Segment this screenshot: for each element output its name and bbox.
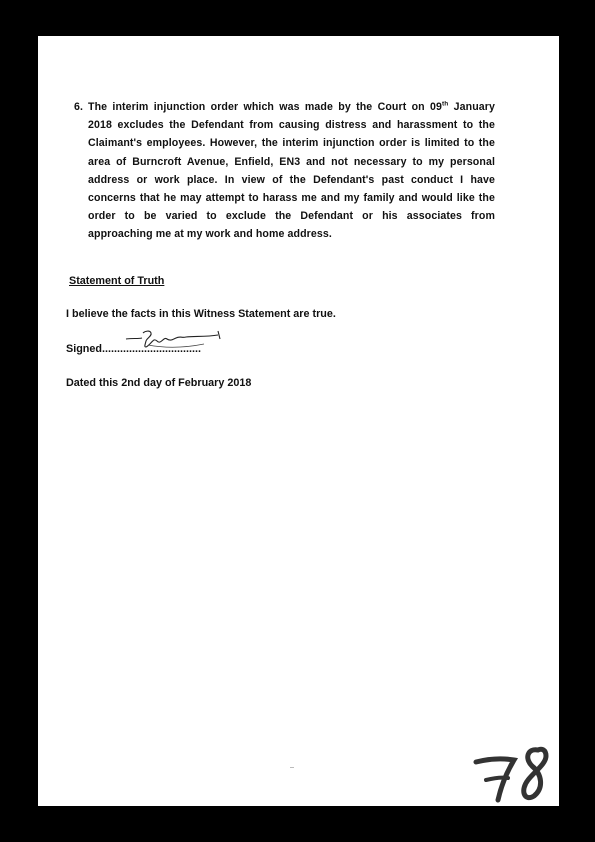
signature-line: Signed................................. [66,343,201,355]
date-line: Dated this 2nd day of February 2018 [66,377,252,389]
handwritten-page-number [468,742,558,806]
paragraph-text-end: January 2018 excludes the Defendant from causing distress and harassment to the Claimant's employees. However, the interim injunction order is limited to the area of Burncroft Avenue, Enfield, EN3 and not necessary to my personal address or work place. In view of the Defendant's past conduct I have concerns that he may attempt to harass me and my family and would like the order to be varied to exclude the Defendant or his associates from approaching me at my work and home address. [88,101,495,241]
statement-of-truth-heading: Statement of Truth [69,275,165,287]
document-page [38,36,559,806]
belief-statement: I believe the facts in this Witness Statement are true. [66,308,336,320]
ordinal-suffix: th [442,100,449,108]
paragraph-text-start: The interim injunction order which was made by the Court on 09 [88,101,443,113]
paragraph-number: 6. [74,101,84,113]
scan-speck [290,767,294,768]
paragraph-6 [74,98,495,244]
